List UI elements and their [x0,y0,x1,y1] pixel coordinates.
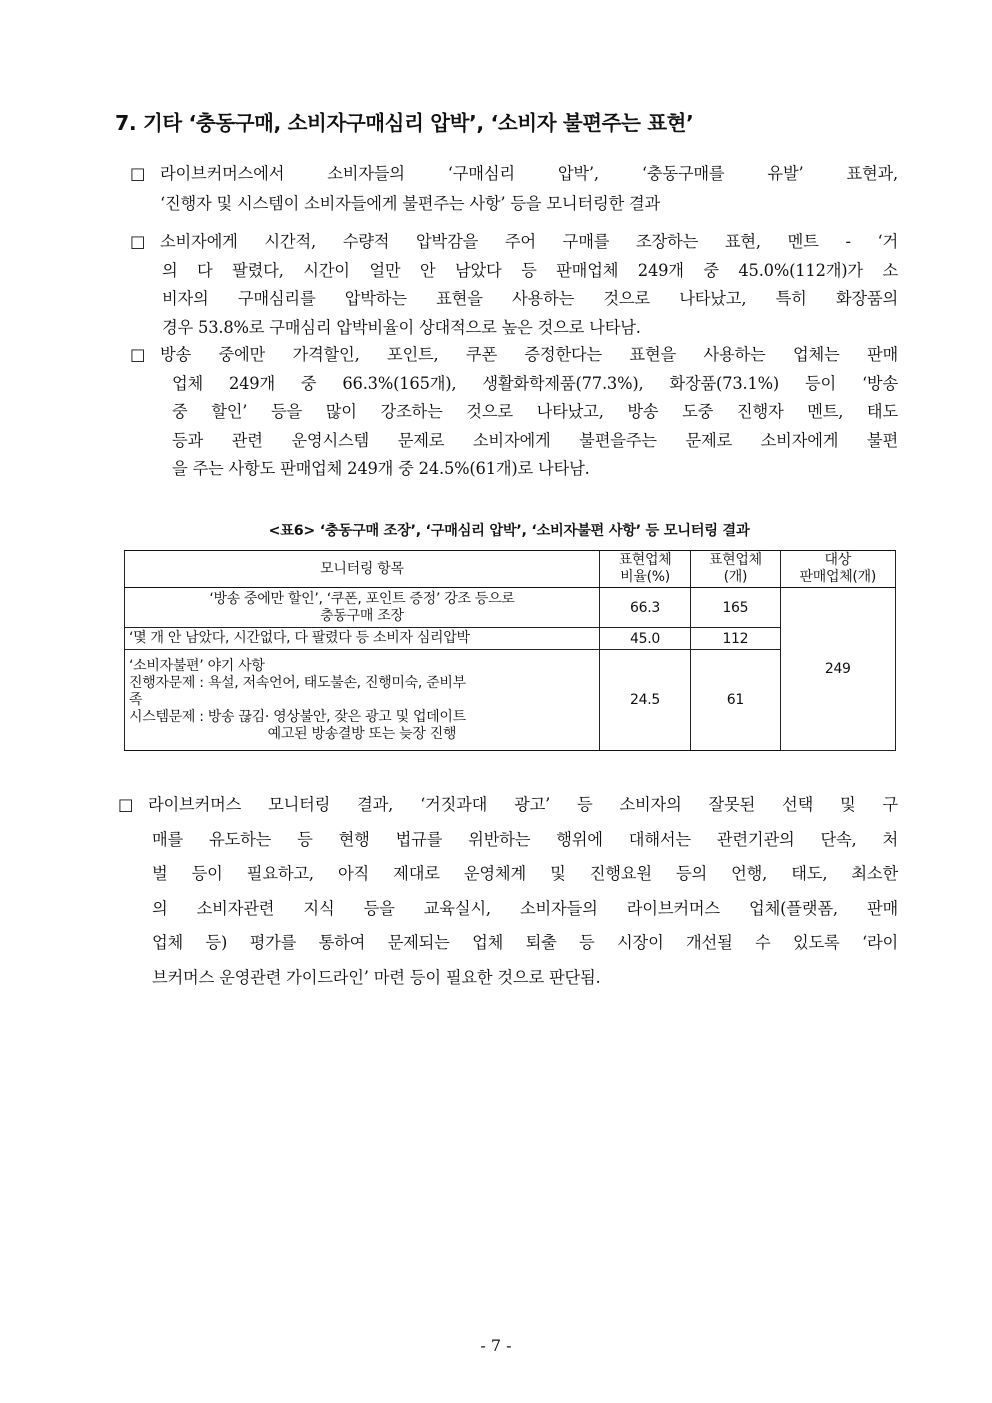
item-line: 족 [129,691,143,708]
paragraph-line: 을 주는 사항도 판매업체 249개 중 24.5%(61개)로 나타남. [172,459,590,478]
bullet-paragraph-2 [130,228,898,342]
item-line: ‘소비자불편’ 야기 사항 [129,657,265,674]
paragraph-line: 업체 등) 평가를 통하여 문제되는 업체 퇴출 등 시장이 개선될 수 있도록 ‘라이 [152,933,898,952]
count-cell: 112 [691,628,780,650]
table-row [125,588,896,628]
paragraph-line: 중 할인’ 등을 많이 강조하는 것으로 나타났고, 방송 도중 진행자 멘트, 태도 [172,402,898,421]
paragraph-line: 경우 53.8%로 구매심리 압박비율이 상대적으로 높은 것으로 나타남. [162,317,641,337]
table-header-row [125,551,896,588]
header-count-line-2: (개) [723,569,748,585]
paragraph-line: ‘진행자 및 시스템이 소비자들에게 불편주는 사항’ 등을 모니터링한 결과 [160,194,661,213]
table-row [125,628,896,650]
header-count-line-1: 표현업체 [708,552,762,568]
section-heading: 7. 기타 ‘충동구매, 소비자구매심리 압박’, ‘소비자 불편주는 표현’ [115,111,694,135]
total-sellers-cell: 249 [780,588,895,751]
ratio-cell: 45.0 [599,628,690,650]
header-ratio-line-2: 비율(%) [620,569,670,585]
checkbox-bullet-icon: □ [118,795,134,814]
paragraph-line: 의 소비자관련 지식 등을 교육실시, 소비자들의 라이브커머스 업체(플랫폼, 판매 [152,898,898,918]
paragraph-line: 브커머스 운영관련 가이드라인’ 마련 등이 필요한 것으로 판단됨. [152,967,601,987]
paragraph-line: 등과 관련 운영시스템 문제로 소비자에게 불편을주는 문제로 소비자에게 불편 [172,430,898,450]
item-line: 충동구매 조장 [320,607,404,624]
row-item-cell [125,588,600,628]
table-caption: <표6> ‘충동구매 조장’, ‘구매심리 압박’, ‘소비자불편 사항’ 등 모니터링 결과 [268,523,750,539]
item-line: 시스템문제 : 방송 끊김· 영상불안, 잦은 광고 및 업데이트 [129,708,466,725]
bullet-paragraph-4 [118,788,898,995]
checkbox-bullet-icon: □ [130,164,146,183]
checkbox-bullet-icon: □ [130,232,146,251]
ratio-cell: 66.3 [599,588,690,628]
paragraph-line: 라이브커머스 모니터링 결과, ‘거짓과대 광고’ 등 소비자의 잘못된 선택 및 구 [148,795,898,814]
header-ratio [599,551,690,588]
item-line: 예고된 방송결방 또는 늦장 진행 [267,725,457,742]
item-line: ‘방송 중에만 할인’, ‘쿠폰, 포인트 증정’ 강조 등으로 [209,590,515,607]
monitoring-results-table [124,550,896,751]
paragraph-line: 의 다 팔렸다, 시간이 얼만 안 남았다 등 판매업체 249개 중 45.0%(112개)가 소 [162,260,898,280]
header-count [691,551,780,588]
item-line: 진행자문제 : 욕설, 저속언어, 태도불손, 진행미숙, 준비부 [129,674,466,691]
paragraph-line: 업체 249개 중 66.3%(165개), 생활화학제품(77.3%), 화장품(73.1%) 등이 ‘방송 [172,373,898,393]
bullet-paragraph-3 [130,341,898,484]
header-monitoring-item: 모니터링 항목 [125,551,600,588]
paragraph-line: 방송 중에만 가격할인, 포인트, 쿠폰 증정한다는 표현을 사용하는 업체는 판매 [160,345,898,364]
paragraph-line: 라이브커머스에서 소비자들의 ‘구매심리 압박’, ‘충동구매를 유발’ 표현과, [160,164,898,183]
count-cell: 165 [691,588,780,628]
row-item-cell [125,650,600,751]
header-ratio-line-1: 표현업체 [618,552,672,568]
table-row [125,650,896,751]
paragraph-line: 벌 등이 필요하고, 아직 제대로 운영체계 및 진행요원 등의 언행, 태도, 최소한 [152,864,898,883]
paragraph-line: 비자의 구매심리를 압박하는 표현을 사용하는 것으로 나타났고, 특히 화장품의 [162,289,898,308]
row-item-cell: ‘몇 개 안 남았다, 시간없다, 다 팔렸다 등 소비자 심리압박 [125,628,600,650]
header-total-line-2: 판매업체(개) [799,569,876,585]
header-total-sellers [780,551,895,588]
paragraph-line: 매를 유도하는 등 현행 법규를 위반하는 행위에 대해서는 관련기관의 단속, 처 [152,829,898,849]
bullet-paragraph-1 [130,159,898,219]
checkbox-bullet-icon: □ [130,345,146,364]
count-cell: 61 [691,650,780,751]
ratio-cell: 24.5 [599,650,690,751]
header-total-line-1: 대상 [824,552,851,568]
paragraph-line: 소비자에게 시간적, 수량적 압박감을 주어 구매를 조장하는 표현, 멘트 - ‘거 [160,232,898,251]
page-number: - 7 - [480,1336,512,1355]
